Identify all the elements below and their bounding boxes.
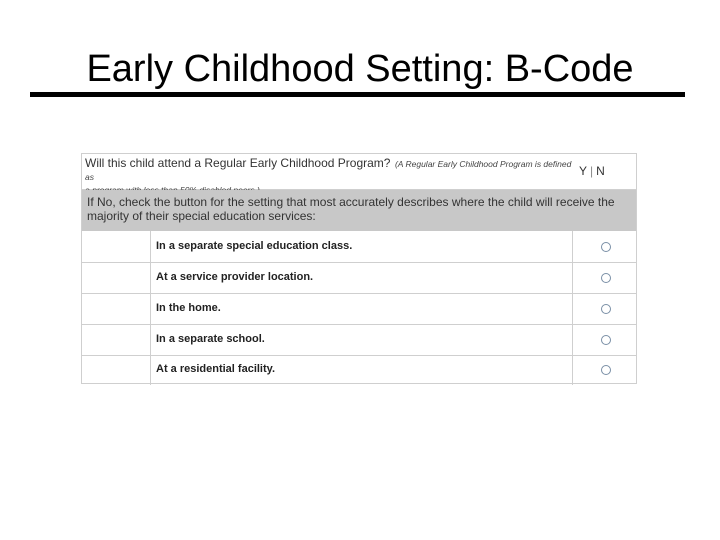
radio-button[interactable]	[601, 273, 611, 283]
radio-cell	[572, 324, 637, 355]
radio-button[interactable]	[601, 242, 611, 252]
setting-option-row[interactable]	[82, 324, 636, 356]
regular-program-question-row	[82, 154, 636, 190]
setting-option-label: In a separate school.	[156, 333, 265, 345]
radio-button[interactable]	[601, 304, 611, 314]
setting-option-row[interactable]	[82, 231, 636, 263]
yes-no-selector	[579, 164, 606, 178]
setting-option-row[interactable]	[82, 262, 636, 294]
radio-cell	[572, 293, 637, 324]
setting-option-label: In a separate special education class.	[156, 240, 353, 252]
radio-button[interactable]	[601, 335, 611, 345]
if-no-instruction: If No, check the button for the setting that most accurately describes where the child will receive the majority of their special education services:	[87, 195, 615, 223]
row-spacer	[82, 231, 151, 262]
setting-option-label: At a residential facility.	[156, 363, 276, 375]
radio-button[interactable]	[601, 365, 611, 375]
row-spacer	[82, 293, 151, 324]
radio-cell	[572, 262, 637, 293]
setting-option-label: At a service provider location.	[156, 271, 314, 283]
slide-title: Early Childhood Setting: B-Code	[86, 48, 634, 90]
no-option[interactable]: N	[596, 164, 606, 178]
yes-option[interactable]: Y	[579, 164, 589, 178]
question-main: Will this child attend a Regular Early Childhood Program?	[85, 156, 391, 170]
row-spacer	[82, 324, 151, 355]
radio-cell	[572, 354, 637, 385]
setting-option-row[interactable]	[82, 293, 636, 325]
row-spacer	[82, 354, 151, 385]
row-spacer	[82, 262, 151, 293]
yes-no-separator: |	[590, 164, 595, 178]
question-note-1: (A Regular Early Childhood Program is defined as	[85, 159, 572, 182]
setting-option-row[interactable]	[82, 354, 636, 385]
radio-cell	[572, 231, 637, 262]
if-no-instruction-band	[82, 190, 636, 231]
title-underline	[30, 92, 685, 97]
setting-option-label: In the home.	[156, 302, 221, 314]
b-code-form	[81, 153, 637, 384]
